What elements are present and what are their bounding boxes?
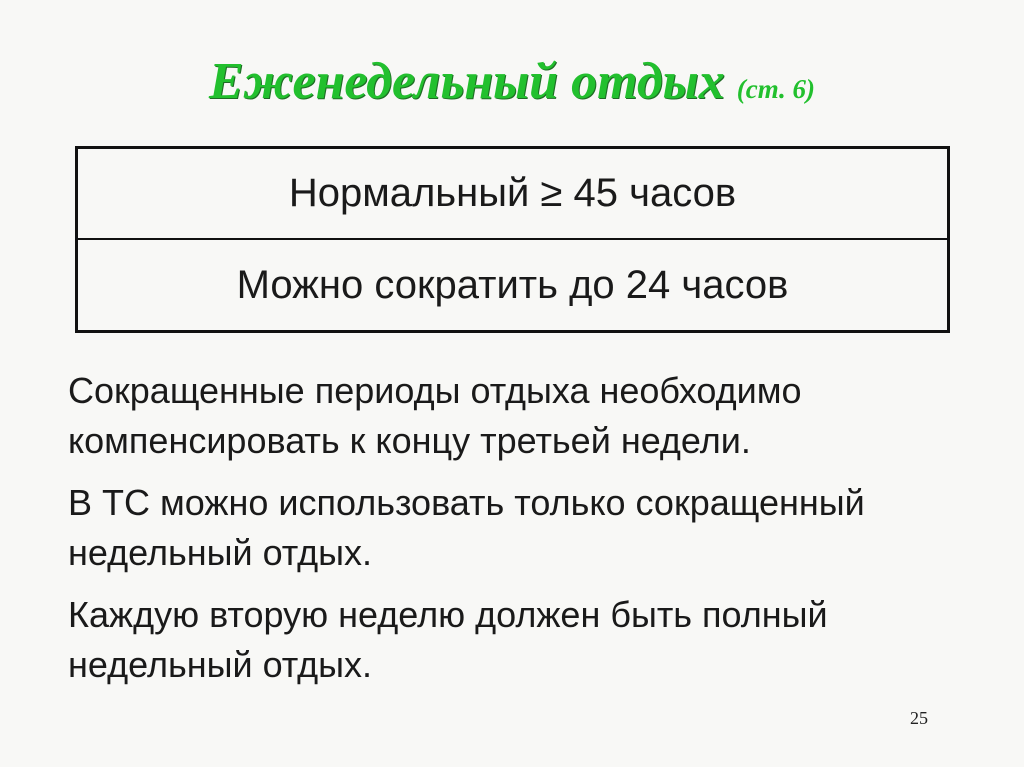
page-number: 25 (910, 708, 928, 728)
title-article-reference: (ст. 6) (736, 74, 816, 104)
note-full-rest-every-second-week: Каждую вторую неделю должен быть полный недельный отдых. (68, 594, 828, 685)
table-row-reduced-rest: Можно сократить до 24 часов (236, 262, 789, 307)
table-row-normal-rest: Нормальный ≥ 45 часов (78, 149, 947, 240)
rest-notes-list (68, 366, 968, 702)
title-text: Еженедельный отдых (208, 53, 725, 110)
slide-title (0, 52, 1024, 111)
note-compensation: Сокращенные периоды отдыха необходимо компенсировать к концу третьей недели. (68, 370, 802, 461)
note-vehicle-reduced-rest: В ТС можно использовать только сокращенный недельный отдых. (68, 482, 865, 573)
weekly-rest-table (75, 146, 950, 333)
